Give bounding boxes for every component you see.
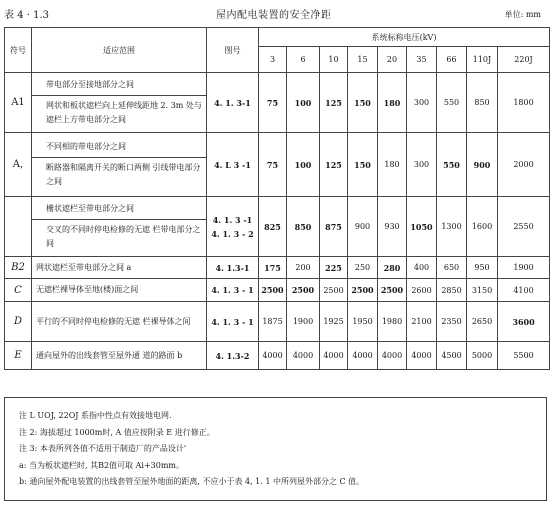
value-cell: 1925 xyxy=(320,302,348,342)
header-voltage: 35 xyxy=(407,47,437,73)
value-cell: 2500 xyxy=(348,279,378,302)
value-cell: 1900 xyxy=(498,257,550,279)
range-line: 带电部分至接地部分之间 xyxy=(32,75,206,96)
value-cell: 2350 xyxy=(437,302,467,342)
note-line: b: 通向屋外配电装置的出线套管至屋外地面的距离, 不应小于表 4, 1. 1 中所列屋外部分之 C 值。 xyxy=(19,477,365,486)
value-cell: 2100 xyxy=(407,302,437,342)
range-line: 栅状遮栏至带电部分之间 xyxy=(32,199,206,220)
row-symbol: A, xyxy=(5,133,32,197)
value-cell: 125 xyxy=(320,73,348,133)
value-cell: 2500 xyxy=(259,279,287,302)
table-notes xyxy=(4,397,547,501)
row-range xyxy=(32,197,207,257)
header-voltage: 66 xyxy=(437,47,467,73)
value-cell: 180 xyxy=(378,133,407,197)
row-figure: 4. 1.3-2 xyxy=(207,342,259,370)
header-voltage: 3 xyxy=(259,47,287,73)
value-cell: 1875 xyxy=(259,302,287,342)
value-cell: 75 xyxy=(259,73,287,133)
value-cell: 1050 xyxy=(407,197,437,257)
value-cell: 3150 xyxy=(467,279,498,302)
value-cell: 200 xyxy=(287,257,320,279)
note-line: 注 3: 本表所列各值不适用于制造厂的产品设计' xyxy=(19,444,187,453)
row-symbol: B2 xyxy=(5,257,32,279)
value-cell: 4100 xyxy=(498,279,550,302)
value-cell: 4000 xyxy=(348,342,378,370)
value-cell: 300 xyxy=(407,73,437,133)
value-cell: 100 xyxy=(287,73,320,133)
header-voltage: 10 xyxy=(320,47,348,73)
row-symbol xyxy=(5,197,32,257)
header-voltage: 110J xyxy=(467,47,498,73)
value-cell: 2600 xyxy=(407,279,437,302)
table-caption xyxy=(4,4,549,22)
value-cell: 3600 xyxy=(498,302,550,342)
value-cell: 930 xyxy=(378,197,407,257)
header-symbol: 符号 xyxy=(5,28,32,73)
range-line: 断路器和隔离开关的断口两侧 引线带电部分之间 xyxy=(46,163,201,186)
value-cell: 225 xyxy=(320,257,348,279)
row-range: 通向屋外的出线套管至屋外通 道的路面 b xyxy=(32,342,207,370)
note-line: 注 L UOJ, 22OJ 系指中性点有效接地电网. xyxy=(19,411,172,420)
value-cell: 4000 xyxy=(320,342,348,370)
row-range: 无遮栏裸导体至地(楼)面之间 xyxy=(32,279,207,302)
value-cell: 4000 xyxy=(407,342,437,370)
value-cell: 950 xyxy=(467,257,498,279)
table-row xyxy=(5,73,550,133)
row-symbol: C xyxy=(5,279,32,302)
table-row xyxy=(5,279,550,302)
value-cell: 400 xyxy=(407,257,437,279)
table-row xyxy=(5,342,550,370)
row-range xyxy=(32,73,207,133)
value-cell: 5500 xyxy=(498,342,550,370)
value-cell: 75 xyxy=(259,133,287,197)
value-cell: 4000 xyxy=(287,342,320,370)
row-range: 网状遮栏至带电部分之间 a xyxy=(32,257,207,279)
safety-clearance-table xyxy=(4,27,550,370)
range-line: 网状和板状遮栏向上延伸线距地 2. 3m 处与遮栏上方带电部分之间 xyxy=(46,101,202,124)
header-voltage: 6 xyxy=(287,47,320,73)
row-symbol: E xyxy=(5,342,32,370)
value-cell: 550 xyxy=(437,73,467,133)
note-line: a: 当为板状遮栏时, 其B2值可取 Ai+30mm。 xyxy=(19,460,184,470)
value-cell: 1950 xyxy=(348,302,378,342)
value-cell: 2550 xyxy=(498,197,550,257)
figure-line: 4. 1. 3 - 2 xyxy=(211,228,254,239)
row-symbol: A1 xyxy=(5,73,32,133)
value-cell: 2500 xyxy=(287,279,320,302)
value-cell: 1600 xyxy=(467,197,498,257)
value-cell: 250 xyxy=(348,257,378,279)
row-figure: 4. L 3 -1 xyxy=(207,133,259,197)
range-line: 交叉的不同时停电检修的无遮 栏带电部分之间 xyxy=(46,225,201,248)
value-cell: 900 xyxy=(467,133,498,197)
value-cell: 2850 xyxy=(437,279,467,302)
value-cell: 4000 xyxy=(378,342,407,370)
row-range xyxy=(32,133,207,197)
value-cell: 180 xyxy=(378,73,407,133)
value-cell: 550 xyxy=(437,133,467,197)
value-cell: 825 xyxy=(259,197,287,257)
value-cell: 280 xyxy=(378,257,407,279)
value-cell: 875 xyxy=(320,197,348,257)
figure-line: 4. 1. 3 -1 xyxy=(212,214,253,225)
value-cell: 175 xyxy=(259,257,287,279)
value-cell: 125 xyxy=(320,133,348,197)
table-row xyxy=(5,133,550,197)
value-cell: 900 xyxy=(348,197,378,257)
row-figure: 4. 1.3-1 xyxy=(207,257,259,279)
table-row xyxy=(5,302,550,342)
value-cell: 2500 xyxy=(378,279,407,302)
header-voltage: 20 xyxy=(378,47,407,73)
row-figure: 4. 1. 3 - 1 xyxy=(207,279,259,302)
table-row xyxy=(5,257,550,279)
row-range: 平行的不同时停电检修的无遮 栏裸导体之间 xyxy=(32,302,207,342)
value-cell: 4000 xyxy=(259,342,287,370)
value-cell: 150 xyxy=(348,133,378,197)
header-voltage-group: 系统标称电压(kV) xyxy=(259,28,550,47)
value-cell: 300 xyxy=(407,133,437,197)
unit-label: 单位: mm xyxy=(504,10,541,19)
table-title: 屋内配电装置的安全净距 xyxy=(216,10,332,21)
value-cell: 2650 xyxy=(467,302,498,342)
note-line: 注 2: 海拔超过 1000m时, A 值应按附录 E 进行修正。 xyxy=(19,427,215,437)
row-symbol: D xyxy=(5,302,32,342)
value-cell: 2000 xyxy=(498,133,550,197)
value-cell: 1900 xyxy=(287,302,320,342)
value-cell: 2500 xyxy=(320,279,348,302)
value-cell: 150 xyxy=(348,73,378,133)
value-cell: 1980 xyxy=(378,302,407,342)
value-cell: 5000 xyxy=(467,342,498,370)
header-voltage: 15 xyxy=(348,47,378,73)
value-cell: 1800 xyxy=(498,73,550,133)
value-cell: 100 xyxy=(287,133,320,197)
row-figure: 4. 1. 3-1 xyxy=(207,73,259,133)
value-cell: 850 xyxy=(467,73,498,133)
value-cell: 850 xyxy=(287,197,320,257)
value-cell: 650 xyxy=(437,257,467,279)
header-voltage: 220J xyxy=(498,47,550,73)
value-cell: 1300 xyxy=(437,197,467,257)
row-figure: 4. 1. 3 - 1 xyxy=(207,302,259,342)
header-figure: 图号 xyxy=(207,28,259,73)
row-figure xyxy=(207,197,259,257)
header-range: 适应范围 xyxy=(32,28,207,73)
value-cell: 4500 xyxy=(437,342,467,370)
table-number: 表 4 · 1.3 xyxy=(4,10,49,21)
range-line: 不同相的带电部分之间 xyxy=(32,137,206,158)
table-row xyxy=(5,197,550,257)
